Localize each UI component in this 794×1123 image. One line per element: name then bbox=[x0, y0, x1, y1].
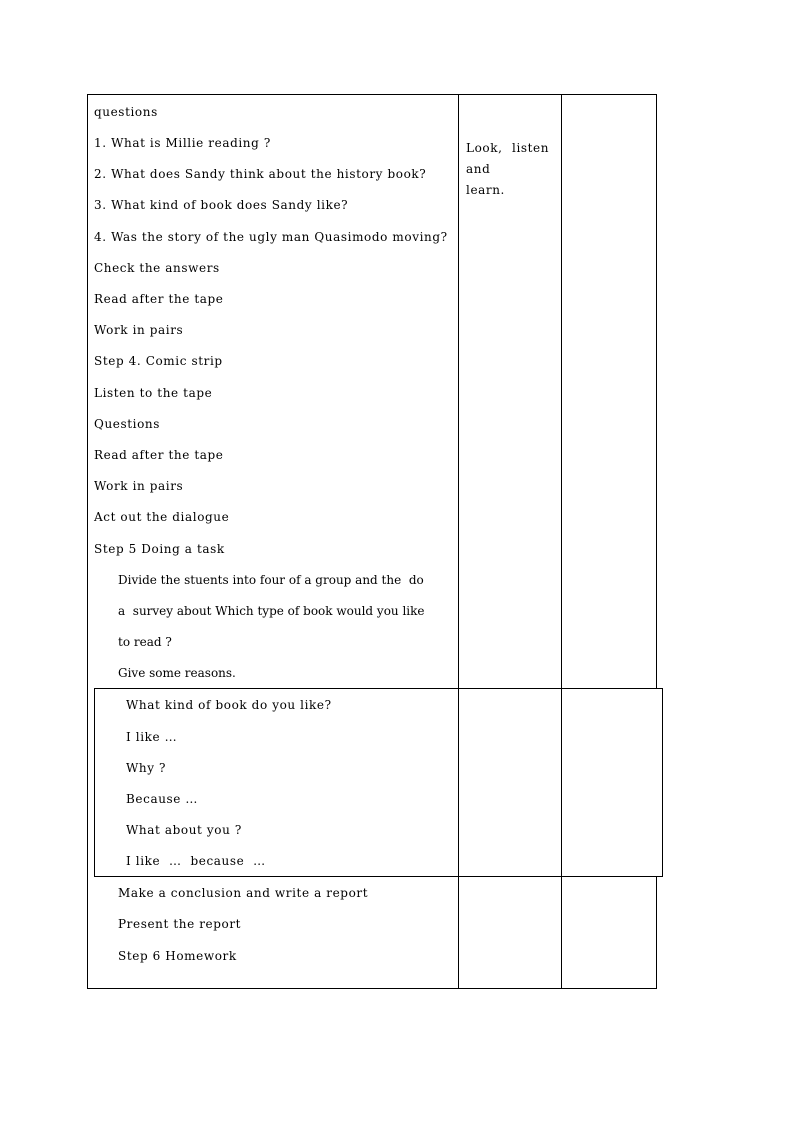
text-line: Act out the dialogue bbox=[94, 510, 230, 524]
dialogue-line: What kind of book do you like? bbox=[126, 698, 332, 712]
task-line: to read ? bbox=[118, 635, 172, 649]
text-line: Read after the tape bbox=[94, 448, 224, 462]
table-top-border bbox=[87, 94, 657, 95]
column-divider-2 bbox=[561, 94, 562, 989]
dialogue-line: I like … bbox=[126, 730, 178, 744]
task-line: Divide the stuents into four of a group and the do bbox=[118, 573, 424, 587]
closing-line: Make a conclusion and write a report bbox=[118, 886, 369, 900]
dialogue-line: I like … because … bbox=[126, 854, 266, 868]
dialogue-line: Because … bbox=[126, 792, 198, 806]
text-line: questions bbox=[94, 105, 158, 119]
step-heading: Step 4. Comic strip bbox=[94, 354, 223, 368]
dialogue-line: Why ? bbox=[126, 761, 167, 775]
question-4: 4. Was the story of the ugly man Quasimodo moving? bbox=[94, 230, 448, 244]
step-heading: Step 5 Doing a task bbox=[94, 542, 225, 556]
activity-word-listen: listen bbox=[512, 141, 550, 155]
task-line: a survey about Which type of book would you like bbox=[118, 604, 425, 618]
activity-word-look: Look, bbox=[466, 141, 503, 155]
dialogue-box-right bbox=[662, 688, 663, 877]
step-heading: Step 6 Homework bbox=[118, 949, 237, 963]
task-line: Give some reasons. bbox=[118, 666, 236, 680]
column-divider-1 bbox=[458, 94, 459, 989]
dialogue-box-top bbox=[94, 688, 663, 689]
table-right-border bbox=[656, 94, 657, 689]
text-line: Check the answers bbox=[94, 261, 220, 275]
question-1: 1. What is Millie reading ? bbox=[94, 136, 271, 150]
activity-word-and: and bbox=[466, 162, 491, 176]
text-line: Work in pairs bbox=[94, 479, 184, 493]
dialogue-line: What about you ? bbox=[126, 823, 242, 837]
table-left-border bbox=[87, 94, 88, 989]
closing-line: Present the report bbox=[118, 917, 242, 931]
text-line: Work in pairs bbox=[94, 323, 184, 337]
activity-word-learn: learn. bbox=[466, 183, 505, 197]
dialogue-box-left bbox=[94, 688, 95, 877]
table-bottom-border bbox=[87, 988, 657, 989]
text-line: Listen to the tape bbox=[94, 386, 213, 400]
text-line: Read after the tape bbox=[94, 292, 224, 306]
text-line: Questions bbox=[94, 417, 160, 431]
dialogue-box-bottom bbox=[94, 876, 663, 877]
table-right-border-lower bbox=[656, 877, 657, 989]
question-3: 3. What kind of book does Sandy like? bbox=[94, 198, 349, 212]
question-2: 2. What does Sandy think about the history book? bbox=[94, 167, 427, 181]
